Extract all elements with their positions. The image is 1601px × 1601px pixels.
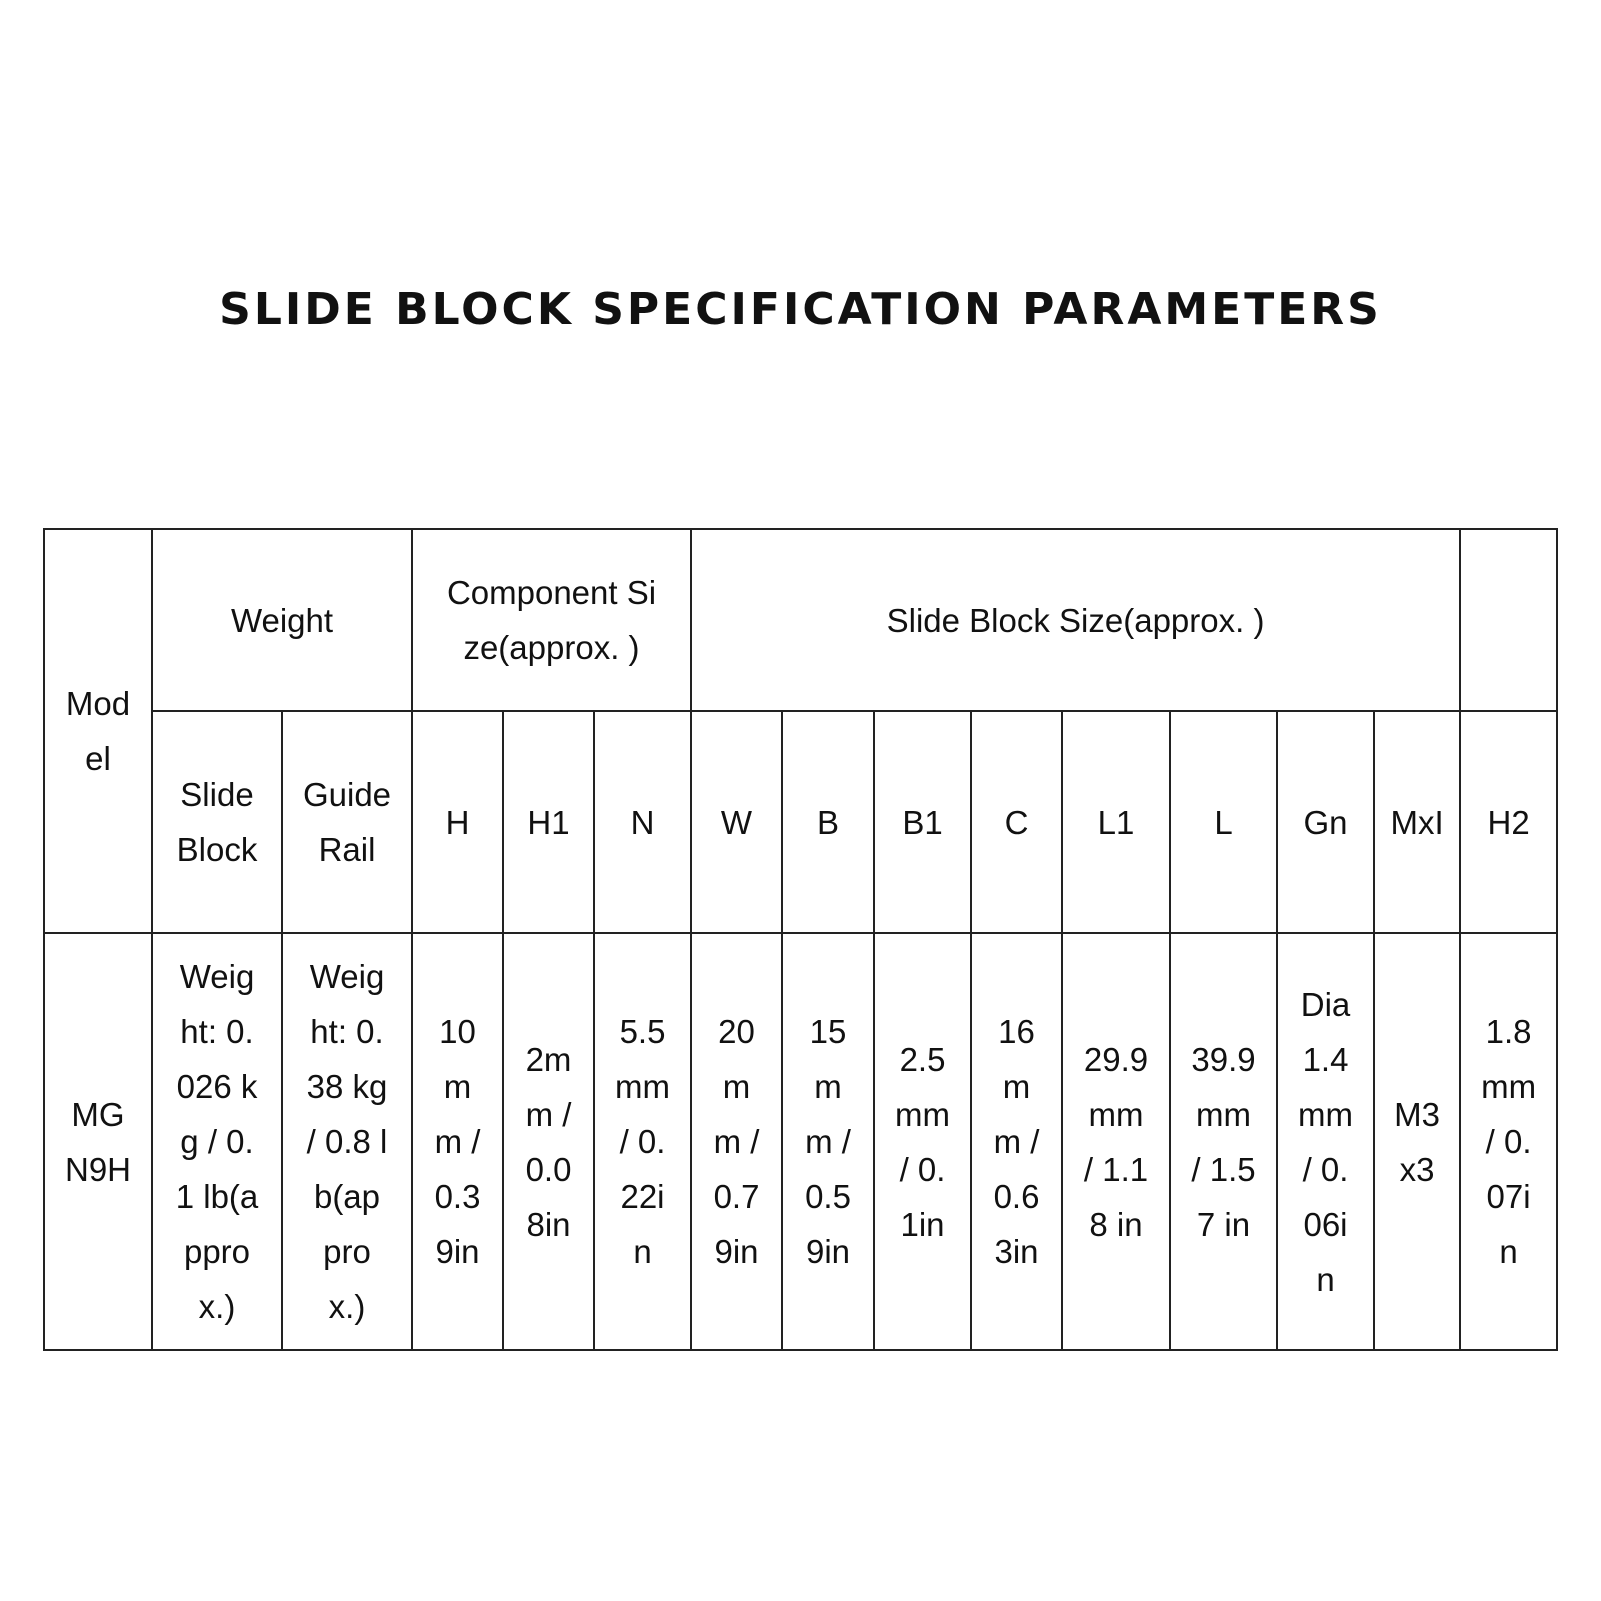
h2-subheader: H2 bbox=[1460, 711, 1557, 933]
b1-cell bbox=[874, 933, 971, 1350]
h-cell bbox=[412, 933, 503, 1350]
l-value: 39.9 mm / 1.57 in bbox=[1191, 1040, 1256, 1243]
table-row bbox=[44, 933, 1557, 1350]
h2-value: 1.8 mm / 0.07in bbox=[1481, 1013, 1537, 1270]
component-size-label: Component Size(approx. ) bbox=[446, 574, 657, 666]
model-header bbox=[44, 529, 152, 933]
c-cell bbox=[971, 933, 1062, 1350]
h1-subheader: H1 bbox=[503, 711, 594, 933]
guide-rail-label: Guide Rail bbox=[302, 776, 392, 868]
slide-block-label: Slide Block bbox=[176, 776, 258, 868]
component-size-header bbox=[412, 529, 691, 711]
header-row bbox=[44, 529, 1557, 711]
w-cell bbox=[691, 933, 782, 1350]
n-subheader: N bbox=[594, 711, 691, 933]
slide-block-size-header: Slide Block Size(approx. ) bbox=[691, 529, 1460, 711]
l1-cell bbox=[1062, 933, 1170, 1350]
gn-value: Dia 1.4 mm / 0.06in bbox=[1298, 985, 1353, 1298]
l-subheader: L bbox=[1170, 711, 1277, 933]
l-cell bbox=[1170, 933, 1277, 1350]
model-header-label: Model bbox=[65, 685, 131, 777]
h1-cell bbox=[503, 933, 594, 1350]
c-subheader: C bbox=[971, 711, 1062, 933]
blank-header bbox=[1460, 529, 1557, 711]
gn-cell bbox=[1277, 933, 1374, 1350]
subheader-row bbox=[44, 711, 1557, 933]
l1-value: 29.9 mm / 1.18 in bbox=[1083, 1040, 1149, 1243]
w-value: 20mm / 0.79in bbox=[713, 1013, 760, 1270]
slide-block-weight-value: Weight: 0.026 kg / 0.1 lb(approx.) bbox=[175, 958, 259, 1325]
page-title: SLIDE BLOCK SPECIFICATION PARAMETERS bbox=[219, 284, 1382, 335]
slide-block-subheader bbox=[152, 711, 282, 933]
b-subheader: B bbox=[782, 711, 874, 933]
b1-subheader: B1 bbox=[874, 711, 971, 933]
weight-header: Weight bbox=[152, 529, 412, 711]
mxi-cell bbox=[1374, 933, 1460, 1350]
mxi-subheader: MxI bbox=[1374, 711, 1460, 933]
model-cell bbox=[44, 933, 152, 1350]
spec-table bbox=[43, 528, 1558, 1351]
model-value: MGN9H bbox=[64, 1095, 132, 1188]
b-value: 15mm / 0.59in bbox=[805, 1013, 851, 1270]
guide-rail-weight-value: Weight: 0.38 kg / 0.8 lb(approx.) bbox=[306, 958, 388, 1325]
gn-subheader: Gn bbox=[1277, 711, 1374, 933]
slide-block-weight-cell bbox=[152, 933, 282, 1350]
w-subheader: W bbox=[691, 711, 782, 933]
guide-rail-weight-cell bbox=[282, 933, 412, 1350]
mxi-value: M3x3 bbox=[1394, 1095, 1440, 1188]
c-value: 16mm / 0.63in bbox=[993, 1013, 1040, 1270]
h2-cell bbox=[1460, 933, 1557, 1350]
b1-value: 2.5 mm / 0.1in bbox=[895, 1040, 950, 1243]
b-cell bbox=[782, 933, 874, 1350]
guide-rail-subheader bbox=[282, 711, 412, 933]
n-value: 5.5 mm / 0.22in bbox=[615, 1013, 670, 1270]
h-subheader: H bbox=[412, 711, 503, 933]
n-cell bbox=[594, 933, 691, 1350]
h1-value: 2mm / 0.08in bbox=[525, 1040, 572, 1243]
l1-subheader: L1 bbox=[1062, 711, 1170, 933]
h-value: 10mm / 0.39in bbox=[434, 1013, 481, 1270]
